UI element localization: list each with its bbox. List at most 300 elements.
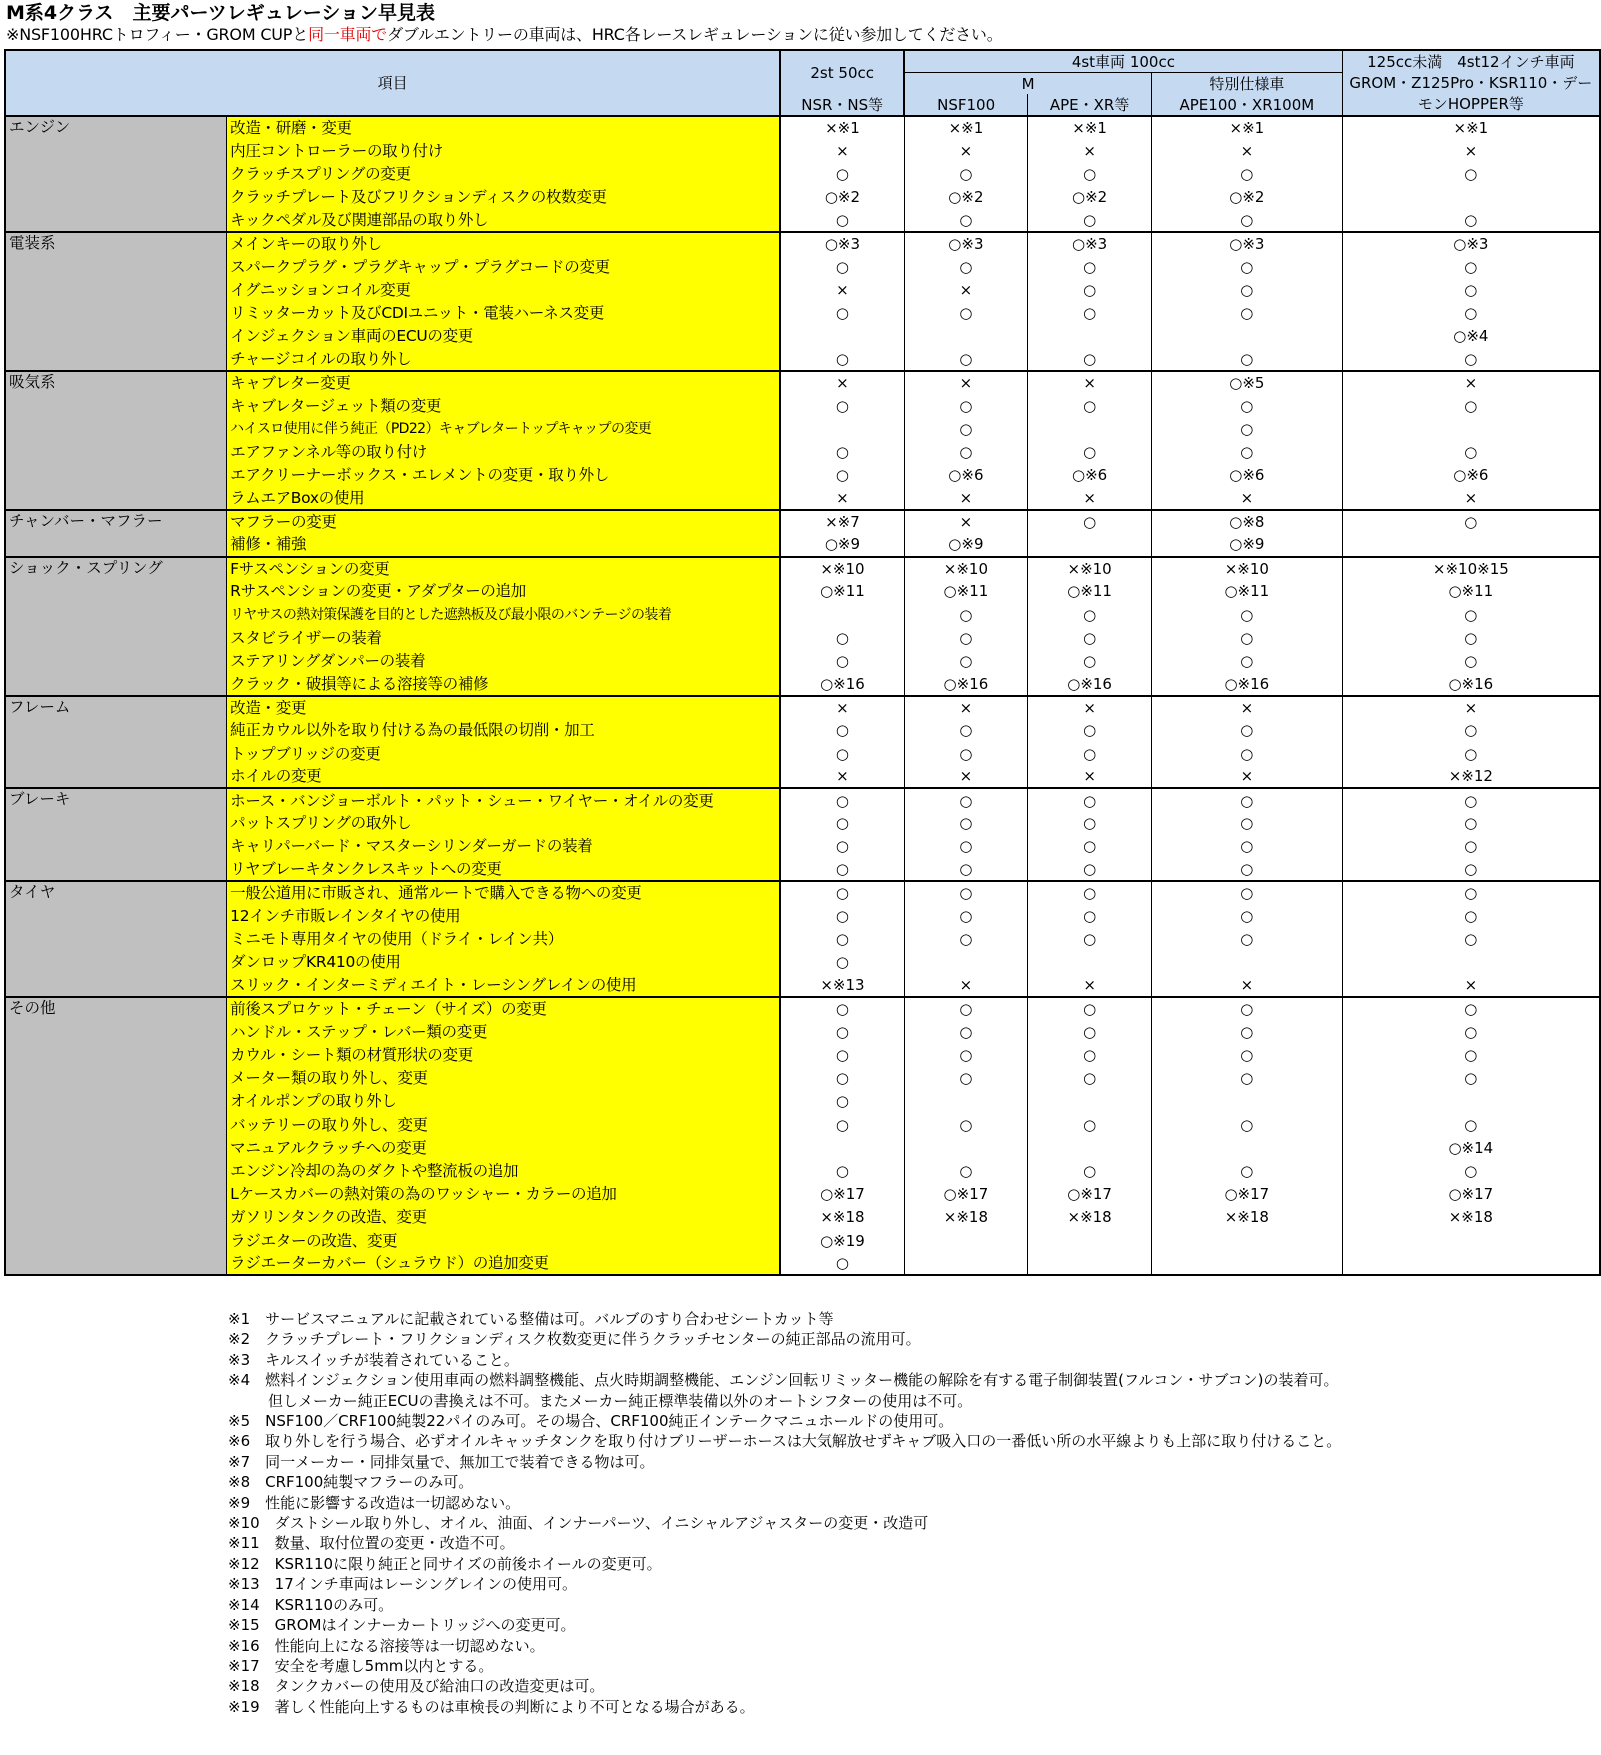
rule-cell: × — [780, 371, 904, 394]
table-row — [5, 1113, 1600, 1136]
rule-cell: ○ — [1028, 1113, 1152, 1136]
rule-cell — [1342, 1090, 1600, 1113]
rule-cell: ○※2 — [780, 186, 904, 209]
rule-cell: ○ — [1028, 209, 1152, 232]
rule-cell: ○ — [1028, 1067, 1152, 1090]
footnote — [228, 1595, 1341, 1615]
footnote — [228, 1329, 1341, 1349]
rule-cell: ○ — [780, 904, 904, 927]
rule-cell: ○※16 — [1028, 673, 1152, 696]
rule-cell: ○ — [1342, 1113, 1600, 1136]
table-body — [5, 116, 1600, 1275]
rule-cell: ○ — [904, 626, 1028, 649]
rule-cell: ○※14 — [1342, 1136, 1600, 1159]
footnote — [228, 1513, 1341, 1533]
rule-cell: ○ — [1342, 812, 1600, 835]
item-label: クラッチプレート及びフリクションディスクの枚数変更 — [227, 186, 781, 209]
rule-cell: ○ — [1028, 302, 1152, 325]
header-nsr-ns: NSR・NS等 — [780, 94, 904, 116]
rule-cell: ○ — [1152, 255, 1343, 278]
item-label: エアクリーナーボックス・エレメントの変更・取り外し — [227, 464, 781, 487]
rule-cell — [904, 1229, 1028, 1252]
rule-cell: ×※18 — [904, 1206, 1028, 1229]
header-125cc: 125cc未満 4st12インチ車両 — [1342, 50, 1600, 73]
rule-cell: ○※2 — [904, 186, 1028, 209]
rule-cell: ○ — [1342, 904, 1600, 927]
rule-cell: ×※10 — [780, 557, 904, 580]
category-label: ショック・スプリング — [5, 557, 227, 696]
rule-cell: × — [1342, 139, 1600, 162]
rule-cell: ○ — [904, 1020, 1028, 1043]
rule-cell: × — [780, 487, 904, 510]
table-row — [5, 325, 1600, 348]
rule-cell: ○ — [1152, 881, 1343, 904]
footnote — [228, 1452, 1341, 1472]
item-label: 一般公道用に市販され、通常ルートで購入できる物への変更 — [227, 881, 781, 904]
category-label: 電装系 — [5, 232, 227, 371]
rule-cell: ○ — [1342, 394, 1600, 417]
rule-cell: ○※11 — [1028, 580, 1152, 603]
rule-cell: ○ — [1152, 788, 1343, 811]
item-label: マフラーの変更 — [227, 510, 781, 533]
footnote — [228, 1554, 1341, 1574]
rule-cell: ○ — [1152, 997, 1343, 1020]
rule-cell: ○ — [1028, 1159, 1152, 1182]
rule-cell: × — [1342, 974, 1600, 997]
rule-cell: ○ — [1028, 626, 1152, 649]
rule-cell: ○ — [1028, 788, 1152, 811]
table-row — [5, 626, 1600, 649]
rule-cell: ○※3 — [1152, 232, 1343, 255]
rule-cell: ○ — [780, 441, 904, 464]
rule-cell: ○ — [780, 209, 904, 232]
rule-cell: ○ — [1152, 348, 1343, 371]
rule-cell: ○ — [904, 209, 1028, 232]
rule-cell: ○※3 — [1342, 232, 1600, 255]
table-row — [5, 580, 1600, 603]
rule-cell: ○ — [1342, 302, 1600, 325]
footnote-text: ※2 クラッチプレート・フリクションディスク枚数変更に伴うクラッチセンターの純正部品の流用可。 — [228, 1330, 921, 1349]
footnote-text: ※4 燃料インジェクション使用車両の燃料調整機能、点火時期調整機能、エンジン回転リミッター機能の解除を有する電子制御装置(フルコン・サブコン)の装着可。 — [228, 1371, 1339, 1390]
rule-cell — [780, 417, 904, 440]
rule-cell: ○※6 — [1342, 464, 1600, 487]
item-label: エアファンネル等の取り付け — [227, 441, 781, 464]
table-row — [5, 1206, 1600, 1229]
footnote-text: ※8 CRF100純製マフラーのみ可。 — [228, 1473, 474, 1492]
subtitle-suffix: ダブルエントリーの車両は、HRC各レースレギュレーションに従い参加してください。 — [387, 25, 1003, 44]
rule-cell: ○ — [904, 904, 1028, 927]
footnote — [228, 1636, 1341, 1656]
rule-cell: ○ — [1342, 1067, 1600, 1090]
footnote-continuation: 但しメーカー純正ECUの書換えは不可。またメーカー純正標準装備以外のオートシフターの使用は不可。 — [268, 1391, 973, 1410]
item-label: キャリパーバード・マスターシリンダーガードの装着 — [227, 835, 781, 858]
item-label: ラジエターの改造、変更 — [227, 1229, 781, 1252]
footnotes — [228, 1309, 1341, 1717]
rule-cell: ○ — [780, 464, 904, 487]
header-ape100-xr100m: APE100・XR100M — [1152, 94, 1343, 116]
item-label: リミッターカット及びCDIユニット・電装ハーネス変更 — [227, 302, 781, 325]
rule-cell: ○ — [904, 348, 1028, 371]
table-row — [5, 557, 1600, 580]
rule-cell: × — [904, 139, 1028, 162]
rule-cell: ○※11 — [1152, 580, 1343, 603]
rule-cell: ○ — [1152, 835, 1343, 858]
item-label: ガソリンタンクの改造、変更 — [227, 1206, 781, 1229]
table-row — [5, 881, 1600, 904]
rule-cell: ○ — [904, 417, 1028, 440]
rule-cell: ○ — [904, 603, 1028, 626]
rule-cell: ○※6 — [1028, 464, 1152, 487]
rule-cell: ○ — [1152, 904, 1343, 927]
rule-cell: ○ — [1028, 603, 1152, 626]
rule-cell: × — [1342, 487, 1600, 510]
table-row — [5, 394, 1600, 417]
rule-cell: ○ — [1028, 858, 1152, 881]
table-row — [5, 441, 1600, 464]
rule-cell: × — [904, 696, 1028, 719]
rule-cell: ○※11 — [904, 580, 1028, 603]
rule-cell: ○ — [1342, 1020, 1600, 1043]
rule-cell — [1028, 1090, 1152, 1113]
rule-cell: × — [904, 371, 1028, 394]
rule-cell: × — [1342, 696, 1600, 719]
footnote-text: ※9 性能に影響する改造は一切認めない。 — [228, 1493, 521, 1512]
rule-cell — [904, 1136, 1028, 1159]
footnote — [228, 1697, 1341, 1717]
rule-cell — [1152, 1136, 1343, 1159]
rule-cell: ○ — [1342, 1044, 1600, 1067]
item-label: 改造・変更 — [227, 696, 781, 719]
rule-cell: ○ — [1152, 162, 1343, 185]
table-row — [5, 974, 1600, 997]
rule-cell: ○※3 — [1028, 232, 1152, 255]
footnote-text: ※15 GROMはインナーカートリッジへの変更可。 — [228, 1616, 576, 1635]
rule-cell: × — [1152, 139, 1343, 162]
rule-cell: ○ — [1028, 278, 1152, 301]
rule-cell: ○ — [904, 812, 1028, 835]
category-label: タイヤ — [5, 881, 227, 997]
table-row — [5, 812, 1600, 835]
table-row — [5, 533, 1600, 556]
rule-cell: ○ — [1028, 742, 1152, 765]
item-label: ラジエーターカバー（シュラウド）の追加変更 — [227, 1252, 781, 1275]
rule-cell: ○※17 — [904, 1183, 1028, 1206]
rule-cell: ○ — [1028, 719, 1152, 742]
rule-cell: ○ — [1342, 858, 1600, 881]
rule-cell: ×※18 — [1028, 1206, 1152, 1229]
rule-cell: ○ — [1342, 348, 1600, 371]
rule-cell — [904, 951, 1028, 974]
rule-cell: × — [1028, 696, 1152, 719]
rule-cell: ○ — [780, 649, 904, 672]
category-label: エンジン — [5, 116, 227, 232]
rule-cell: ○ — [1028, 1020, 1152, 1043]
item-label: Rサスペンションの変更・アダプターの追加 — [227, 580, 781, 603]
item-label: パットスプリングの取外し — [227, 812, 781, 835]
footnote — [228, 1574, 1341, 1594]
footnote-text: ※7 同一メーカー・同排気量で、無加工で装着できる物は可。 — [228, 1452, 655, 1471]
table-row — [5, 951, 1600, 974]
item-label: リヤブレーキタンクレスキットへの変更 — [227, 858, 781, 881]
table-row — [5, 464, 1600, 487]
rule-cell: ○ — [1152, 278, 1343, 301]
header-125cc-models: GROM・Z125Pro・KSR110・デーモンHOPPER等 — [1342, 73, 1600, 117]
item-label: 補修・補強 — [227, 533, 781, 556]
rule-cell: ○ — [904, 1113, 1028, 1136]
rule-cell — [1028, 417, 1152, 440]
footnote — [228, 1431, 1341, 1451]
rule-cell: ○ — [780, 812, 904, 835]
table-row — [5, 1183, 1600, 1206]
rule-cell: ×※1 — [1152, 116, 1343, 139]
rule-cell — [1152, 1229, 1343, 1252]
rule-cell: ○※17 — [1152, 1183, 1343, 1206]
rule-cell: ×※13 — [780, 974, 904, 997]
table-row — [5, 510, 1600, 533]
rule-cell: ○※11 — [1342, 580, 1600, 603]
rule-cell: ○※16 — [780, 673, 904, 696]
item-label: ダンロップKR410の使用 — [227, 951, 781, 974]
rule-cell: × — [780, 139, 904, 162]
item-label: チャージコイルの取り外し — [227, 348, 781, 371]
rule-cell: ○ — [780, 1252, 904, 1275]
rule-cell: × — [1028, 139, 1152, 162]
rule-cell: ○ — [1342, 255, 1600, 278]
item-label: スリック・インターミディエイト・レーシングレインの使用 — [227, 974, 781, 997]
rule-cell: ○ — [1152, 858, 1343, 881]
rule-cell: ○ — [780, 742, 904, 765]
rule-cell: ○※8 — [1152, 510, 1343, 533]
rule-cell: × — [1028, 765, 1152, 788]
rule-cell: ○※17 — [1342, 1183, 1600, 1206]
rule-cell: ○ — [1152, 649, 1343, 672]
rule-cell: ○ — [780, 881, 904, 904]
footnote-text: ※18 タンクカバーの使用及び給油口の改造変更は可。 — [228, 1677, 605, 1696]
rule-cell: × — [780, 278, 904, 301]
table-row — [5, 1229, 1600, 1252]
rule-cell — [1028, 1136, 1152, 1159]
rule-cell: ○ — [1152, 1020, 1343, 1043]
rule-cell — [780, 325, 904, 348]
item-label: ハンドル・ステップ・レバー類の変更 — [227, 1020, 781, 1043]
category-label: その他 — [5, 997, 227, 1275]
rule-cell: ×※1 — [904, 116, 1028, 139]
table-row — [5, 765, 1600, 788]
item-label: キャブレタージェット類の変更 — [227, 394, 781, 417]
rule-cell: ○※3 — [904, 232, 1028, 255]
table-row — [5, 928, 1600, 951]
rule-cell: ○ — [904, 928, 1028, 951]
rule-cell — [1152, 325, 1343, 348]
header-nsf100: NSF100 — [904, 94, 1028, 116]
table-row — [5, 1090, 1600, 1113]
rule-cell: ○ — [1028, 649, 1152, 672]
table-row — [5, 742, 1600, 765]
rule-cell: ○※9 — [904, 533, 1028, 556]
table-row — [5, 603, 1600, 626]
rule-cell: ○ — [1152, 603, 1343, 626]
rule-cell: ○ — [1342, 788, 1600, 811]
rule-cell: ○ — [1028, 348, 1152, 371]
rule-cell: ○ — [1152, 812, 1343, 835]
rule-cell: ○ — [1342, 603, 1600, 626]
rule-cell: ○ — [904, 742, 1028, 765]
table-row — [5, 162, 1600, 185]
category-label: ブレーキ — [5, 788, 227, 881]
table-row — [5, 417, 1600, 440]
rule-cell: ×※10※15 — [1342, 557, 1600, 580]
rule-cell: ○ — [780, 835, 904, 858]
header-ape-xr: APE・XR等 — [1028, 94, 1152, 116]
rule-cell: ○ — [780, 394, 904, 417]
table-row — [5, 1044, 1600, 1067]
item-label: スタビライザーの装着 — [227, 626, 781, 649]
table-row — [5, 255, 1600, 278]
header-item: 項目 — [5, 50, 780, 116]
item-label: キックペダル及び関連部品の取り外し — [227, 209, 781, 232]
item-label: ステアリングダンパーの装着 — [227, 649, 781, 672]
rule-cell: ○ — [904, 1067, 1028, 1090]
rule-cell: ○ — [1342, 1159, 1600, 1182]
rule-cell: ○ — [1342, 835, 1600, 858]
rule-cell: × — [1028, 974, 1152, 997]
rule-cell: ○ — [1152, 719, 1343, 742]
rule-cell: ○ — [904, 394, 1028, 417]
rule-cell: ×※18 — [1152, 1206, 1343, 1229]
item-label: 改造・研磨・変更 — [227, 116, 781, 139]
rule-cell: ○ — [1028, 997, 1152, 1020]
rule-cell: × — [904, 487, 1028, 510]
table-row — [5, 673, 1600, 696]
item-label: 前後スプロケット・チェーン（サイズ）の変更 — [227, 997, 781, 1020]
regulation-table — [4, 49, 1601, 1276]
rule-cell: ○ — [1152, 626, 1343, 649]
rule-cell: ○ — [1152, 1159, 1343, 1182]
page-title: M系4クラス 主要パーツレギュレーション早見表 — [6, 2, 436, 24]
item-label: バッテリーの取り外し、変更 — [227, 1113, 781, 1136]
rule-cell: ○ — [904, 881, 1028, 904]
rule-cell: ×※18 — [1342, 1206, 1600, 1229]
subtitle-highlight: 同一車両で — [308, 25, 388, 44]
rule-cell: ○ — [1028, 904, 1152, 927]
item-label: スパークプラグ・プラグキャップ・プラグコードの変更 — [227, 255, 781, 278]
category-label: フレーム — [5, 696, 227, 789]
rule-cell: ○ — [780, 255, 904, 278]
table-row — [5, 858, 1600, 881]
footnote-text: ※1 サービスマニュアルに記載されている整備は可。バルブのすり合わせシートカット等 — [228, 1310, 834, 1328]
rule-cell: ○※19 — [780, 1229, 904, 1252]
rule-cell: ○ — [904, 1044, 1028, 1067]
rule-cell: × — [1152, 765, 1343, 788]
item-label: ミニモト専用タイヤの使用（ドライ・レイン共） — [227, 928, 781, 951]
rule-cell: ○ — [1028, 394, 1152, 417]
item-label: インジェクション車両のECUの変更 — [227, 325, 781, 348]
header-2st-50cc: 2st 50cc — [780, 50, 904, 94]
rule-cell — [780, 603, 904, 626]
rule-cell: ○ — [780, 719, 904, 742]
footnote-text: ※14 KSR110のみ可。 — [228, 1595, 394, 1614]
rule-cell: ○ — [1342, 742, 1600, 765]
footnote — [228, 1656, 1341, 1676]
footnote — [228, 1309, 1341, 1329]
rule-cell — [1152, 1090, 1343, 1113]
rule-cell: ○※6 — [1152, 464, 1343, 487]
table-row — [5, 1136, 1600, 1159]
rule-cell: ○ — [1342, 928, 1600, 951]
table-row — [5, 302, 1600, 325]
rule-cell: ○ — [780, 928, 904, 951]
rule-cell: ○ — [780, 1020, 904, 1043]
rule-cell: ○ — [904, 1159, 1028, 1182]
rule-cell: ○ — [1028, 835, 1152, 858]
rule-cell: × — [1152, 974, 1343, 997]
rule-cell — [1342, 1229, 1600, 1252]
rule-cell: ○ — [780, 626, 904, 649]
rule-cell — [1028, 1252, 1152, 1275]
item-label: 12インチ市販レインタイヤの使用 — [227, 904, 781, 927]
rule-cell: ○※4 — [1342, 325, 1600, 348]
item-label: カウル・シート類の材質形状の変更 — [227, 1044, 781, 1067]
rule-cell — [904, 325, 1028, 348]
rule-cell: ○ — [904, 858, 1028, 881]
rule-cell: ×※1 — [1342, 116, 1600, 139]
table-row — [5, 696, 1600, 719]
rule-cell: ○ — [780, 997, 904, 1020]
item-label: オイルポンプの取り外し — [227, 1090, 781, 1113]
page-subtitle — [6, 25, 1003, 45]
rule-cell: ○ — [780, 1113, 904, 1136]
rule-cell: ○ — [1028, 162, 1152, 185]
rule-cell: ○ — [1342, 162, 1600, 185]
rule-cell — [1342, 417, 1600, 440]
header-special: 特別仕様車 — [1152, 73, 1343, 95]
rule-cell: ○ — [904, 788, 1028, 811]
rule-cell — [1152, 1252, 1343, 1275]
item-label: メーター類の取り外し、変更 — [227, 1067, 781, 1090]
rule-cell: × — [1152, 696, 1343, 719]
category-label: チャンバー・マフラー — [5, 510, 227, 556]
table-row — [5, 139, 1600, 162]
rule-cell: ○※2 — [1152, 186, 1343, 209]
footnote-text: ※13 17インチ車両はレーシングレインの使用可。 — [228, 1575, 578, 1594]
rule-cell — [1028, 951, 1152, 974]
rule-cell: ○ — [780, 1090, 904, 1113]
table-row — [5, 1020, 1600, 1043]
rule-cell: × — [1152, 487, 1343, 510]
rule-cell: ○ — [1152, 742, 1343, 765]
item-label: エンジン冷却の為のダクトや整流板の追加 — [227, 1159, 781, 1182]
header-4st-100cc: 4st車両 100cc — [904, 50, 1342, 73]
item-label: クラッチスプリングの変更 — [227, 162, 781, 185]
rule-cell — [1028, 1229, 1152, 1252]
table-row — [5, 1159, 1600, 1182]
rule-cell: ○ — [1342, 510, 1600, 533]
rule-cell: ○ — [904, 162, 1028, 185]
item-label: ホイルの変更 — [227, 765, 781, 788]
rule-cell: ○ — [780, 858, 904, 881]
table-row — [5, 1252, 1600, 1275]
footnote — [228, 1493, 1341, 1513]
table-row — [5, 649, 1600, 672]
rule-cell — [1152, 951, 1343, 974]
rule-cell: × — [904, 510, 1028, 533]
rule-cell: ○ — [780, 1067, 904, 1090]
rule-cell: ○ — [1028, 510, 1152, 533]
rule-cell — [1342, 533, 1600, 556]
header-m: M — [904, 73, 1151, 95]
rule-cell: × — [1028, 371, 1152, 394]
rule-cell: ○ — [1152, 394, 1343, 417]
